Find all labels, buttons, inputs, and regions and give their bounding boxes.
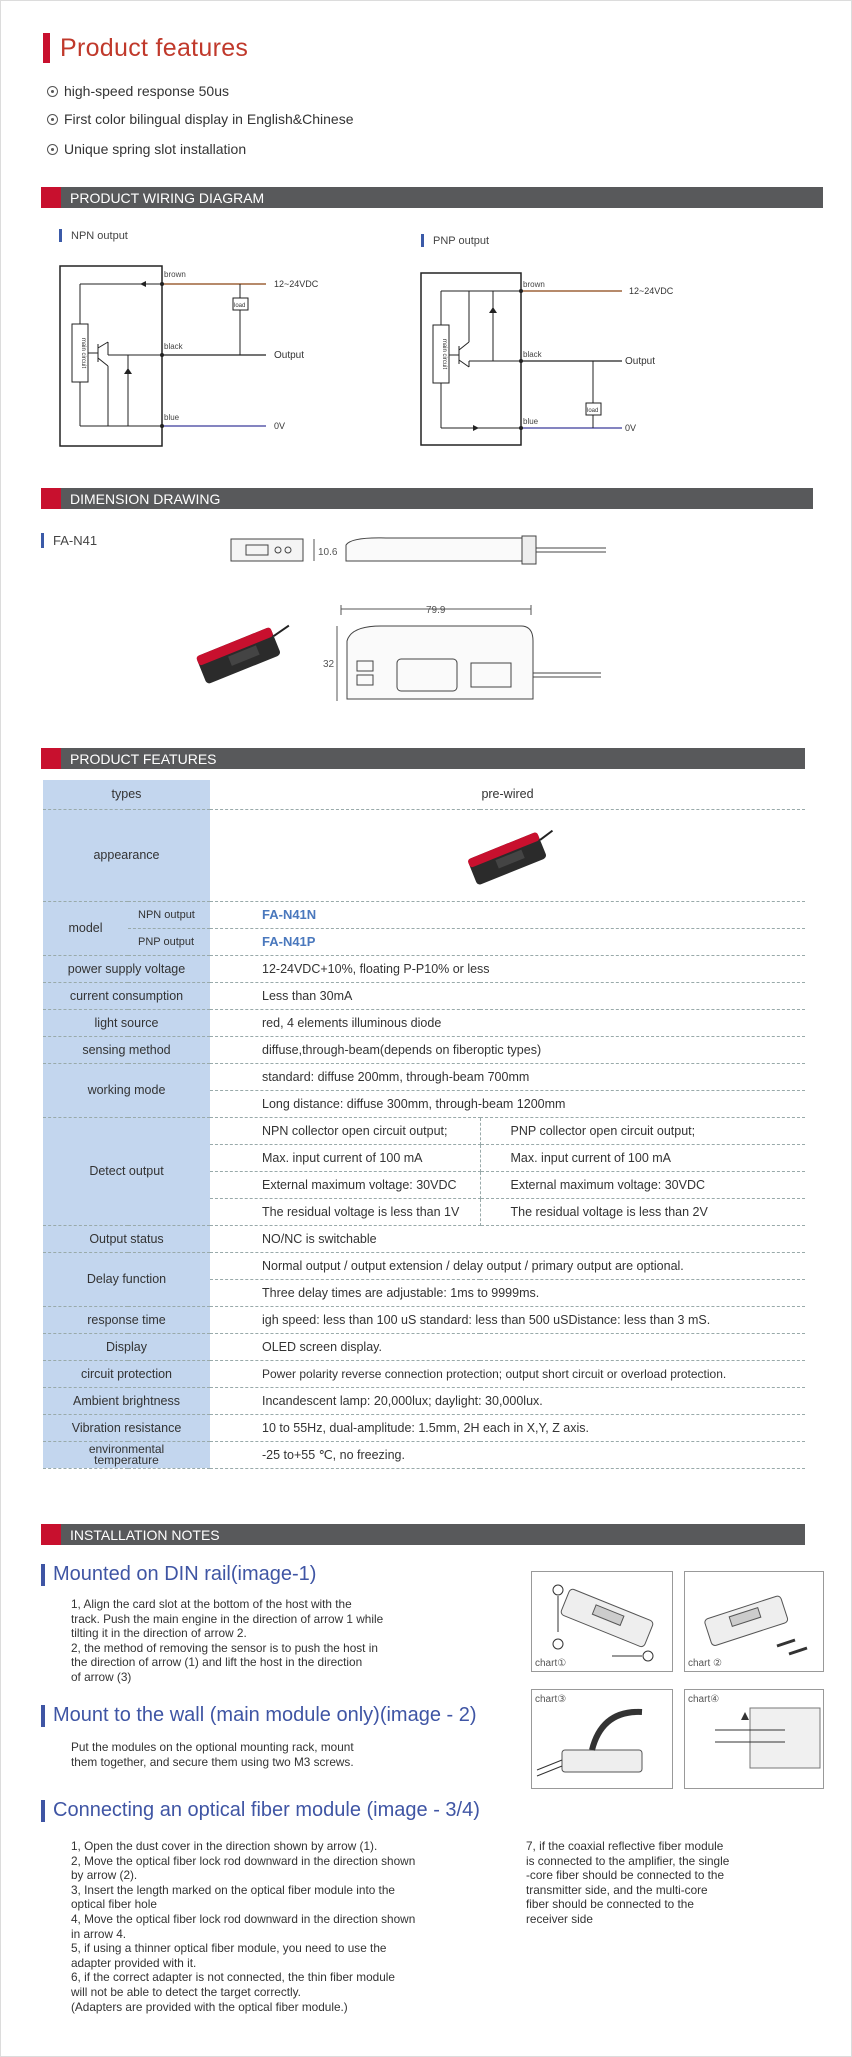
dimension-band bbox=[41, 488, 813, 509]
detect-output-npn: Max. input current of 100 mA bbox=[210, 1144, 480, 1171]
current-consumption-value: Less than 30mA bbox=[210, 982, 805, 1009]
detect-output-pnp: Max. input current of 100 mA bbox=[480, 1144, 805, 1171]
circuit-protection-value: Power polarity reverse connection protection; output short circuit or overload protection. bbox=[210, 1360, 805, 1387]
response-time-label: response time bbox=[43, 1306, 210, 1333]
ambient-brightness-label: Ambient brightness bbox=[43, 1387, 210, 1414]
appearance-cell bbox=[210, 809, 805, 901]
detect-output-pnp: External maximum voltage: 30VDC bbox=[480, 1171, 805, 1198]
npn-circuit-label: main circuit bbox=[80, 337, 86, 369]
vibration-resistance-value: 10 to 55Hz, dual-amplitude: 1.5mm, 2H each in X,Y, Z axis. bbox=[210, 1414, 805, 1441]
pnp-blue-label: blue bbox=[523, 417, 539, 426]
detect-output-npn: NPN collector open circuit output; bbox=[210, 1117, 480, 1144]
wiring-band-title: PRODUCT WIRING DIAGRAM bbox=[70, 189, 265, 206]
chart-3 bbox=[531, 1689, 673, 1789]
environmental-temperature-value: -25 to+55 ℃, no freezing. bbox=[210, 1441, 805, 1468]
power-supply-value: 12-24VDC+10%, floating P-P10% or less bbox=[210, 955, 805, 982]
chart-1 bbox=[531, 1571, 673, 1672]
pnp-output-text: Output bbox=[625, 356, 656, 367]
dimension-band-title: DIMENSION DRAWING bbox=[70, 490, 221, 507]
detect-output-pnp: The residual voltage is less than 2V bbox=[480, 1198, 805, 1225]
types-value: pre-wired bbox=[210, 780, 805, 809]
output-status-label: Output status bbox=[43, 1225, 210, 1252]
bullet-icon bbox=[47, 144, 58, 155]
pnp-brown-label: brown bbox=[523, 280, 545, 289]
feature-item: high-speed response 50us bbox=[47, 83, 229, 99]
chart-2 bbox=[684, 1571, 824, 1672]
detect-output-label: Detect output bbox=[43, 1117, 210, 1225]
pnp-wiring-diagram bbox=[417, 263, 687, 458]
spec-band-title: PRODUCT FEATURES bbox=[70, 750, 217, 767]
product-photo bbox=[187, 611, 297, 691]
product-features-header bbox=[43, 33, 248, 63]
ambient-brightness-value: Incandescent lamp: 20,000lux; daylight: 30,000lux. bbox=[210, 1387, 805, 1414]
output-status-value: NO/NC is switchable bbox=[210, 1225, 805, 1252]
chart-4 bbox=[684, 1689, 824, 1789]
working-mode-value: standard: diffuse 200mm, through-beam 700mm bbox=[210, 1063, 805, 1090]
din-rail-text: 1, Align the card slot at the bottom of the host with the track. Push the main engine in the direction of arrow 1 while tilting it in the direction of arrow 2. 2, the method of removing the sensor is to push the host in the direction of arrow (1) and lift the host in the direction of arrow (3) bbox=[71, 1597, 384, 1684]
spec-table bbox=[43, 780, 805, 1469]
dim-10-6: 10.6 bbox=[318, 547, 338, 558]
wiring-band bbox=[41, 187, 823, 208]
npn-blue-label: blue bbox=[164, 413, 180, 422]
chart-4-label: chart④ bbox=[688, 1694, 720, 1705]
wall-mount-title: Mount to the wall (main module only)(image - 2) bbox=[41, 1704, 477, 1727]
power-supply-label: power supply voltage bbox=[43, 955, 210, 982]
delay-function-value: Three delay times are adjustable: 1ms to 9999ms. bbox=[210, 1279, 805, 1306]
vibration-resistance-label: Vibration resistance bbox=[43, 1414, 210, 1441]
delay-function-value: Normal output / output extension / delay output / primary output are optional. bbox=[210, 1252, 805, 1279]
pnp-output-label: PNP output bbox=[421, 234, 489, 247]
dimension-side-view bbox=[321, 601, 621, 711]
product-features-title: Product features bbox=[60, 33, 249, 62]
dim-32: 32 bbox=[323, 659, 335, 670]
sensing-method-value: diffuse,through-beam(depends on fiberoptic types) bbox=[210, 1036, 805, 1063]
working-mode-label: working mode bbox=[43, 1063, 210, 1117]
pnp-zero-label: 0V bbox=[625, 423, 637, 433]
bullet-icon bbox=[47, 114, 58, 125]
spec-band bbox=[41, 748, 805, 769]
chart-3-label: chart③ bbox=[535, 1694, 567, 1705]
bullet-icon bbox=[47, 86, 58, 97]
current-consumption-label: current consumption bbox=[43, 982, 210, 1009]
pnp-circuit-label: main circuit bbox=[441, 338, 447, 370]
detect-output-pnp: PNP collector open circuit output; bbox=[480, 1117, 805, 1144]
npn-zero-label: 0V bbox=[274, 421, 286, 431]
installation-band bbox=[41, 1524, 805, 1545]
environmental-temperature-label: environmental temperature bbox=[43, 1441, 210, 1468]
detect-output-npn: The residual voltage is less than 1V bbox=[210, 1198, 480, 1225]
pnp-label: PNP output bbox=[128, 928, 210, 955]
npn-load-label: load bbox=[234, 303, 246, 309]
din-rail-title: Mounted on DIN rail(image-1) bbox=[41, 1563, 316, 1586]
npn-output-text: Output bbox=[274, 350, 305, 361]
dim-79-9: 79.9 bbox=[426, 605, 446, 616]
installation-band-title: INSTALLATION NOTES bbox=[70, 1526, 220, 1543]
circuit-protection-label: circuit protection bbox=[43, 1360, 210, 1387]
dimension-model-label: FA-N41 bbox=[41, 533, 97, 548]
light-source-label: light source bbox=[43, 1009, 210, 1036]
model-label: model bbox=[43, 901, 128, 955]
sensing-method-label: sensing method bbox=[43, 1036, 210, 1063]
display-value: OLED screen display. bbox=[210, 1333, 805, 1360]
feature-item: First color bilingual display in English&Chinese bbox=[47, 111, 353, 127]
npn-brown-label: brown bbox=[164, 270, 186, 279]
din-rail-illustration bbox=[532, 1572, 672, 1662]
working-mode-value: Long distance: diffuse 300mm, through-beam 1200mm bbox=[210, 1090, 805, 1117]
pnp-load-label: load bbox=[587, 408, 599, 414]
pnp-vdc-label: 12~24VDC bbox=[629, 286, 674, 296]
pnp-model-value: FA-N41P bbox=[210, 928, 805, 955]
response-time-value: igh speed: less than 100 uS standard: less than 500 uSDistance: less than 3 mS. bbox=[210, 1306, 805, 1333]
npn-black-label: black bbox=[164, 342, 183, 351]
dimension-top-view bbox=[226, 531, 616, 571]
feature-item: Unique spring slot installation bbox=[47, 141, 246, 157]
npn-wiring-diagram bbox=[56, 256, 326, 451]
delay-function-label: Delay function bbox=[43, 1252, 210, 1306]
appearance-photo bbox=[458, 819, 558, 889]
npn-output-label: NPN output bbox=[59, 229, 128, 242]
npn-vdc-label: 12~24VDC bbox=[274, 279, 319, 289]
light-source-value: red, 4 elements illuminous diode bbox=[210, 1009, 805, 1036]
wall-mount-illustration bbox=[685, 1572, 823, 1662]
types-label: types bbox=[43, 780, 210, 809]
npn-label: NPN output bbox=[128, 901, 210, 928]
chart-2-label: chart ② bbox=[688, 1658, 722, 1669]
chart-1-label: chart① bbox=[535, 1658, 567, 1669]
npn-model-value: FA-N41N bbox=[210, 901, 805, 928]
fiber-text-left: 1, Open the dust cover in the direction shown by arrow (1). 2, Move the optical fiber lock rod downward in the direction shown by arrow (2). 3, Insert the length marked on the optical fiber module into the optical fiber hole 4, Move the optical fiber lock rod downward in the direction shown in arrow 4. 5, if using a thinner optical fiber module, you need to use the adapter provided with it. 6, if the correct adapter is not connected, the thin fiber module will not be able to detect the target correctly. (Adapters are provided with the optical fiber module.) bbox=[71, 1839, 416, 2014]
fiber-text-right: 7, if the coaxial reflective fiber module is connected to the amplifier, the single -core fiber should be connected to the transmitter side, and the multi-core fiber should be connected to the receiver side bbox=[526, 1839, 730, 1926]
display-label: Display bbox=[43, 1333, 210, 1360]
header-accent-bar bbox=[43, 33, 50, 63]
appearance-label: appearance bbox=[43, 809, 210, 901]
fiber-title: Connecting an optical fiber module (image - 3/4) bbox=[41, 1799, 480, 1822]
pnp-black-label: black bbox=[523, 350, 542, 359]
wall-mount-text: Put the modules on the optional mounting rack, mount them together, and secure them using two M3 screws. bbox=[71, 1740, 354, 1769]
detect-output-npn: External maximum voltage: 30VDC bbox=[210, 1171, 480, 1198]
